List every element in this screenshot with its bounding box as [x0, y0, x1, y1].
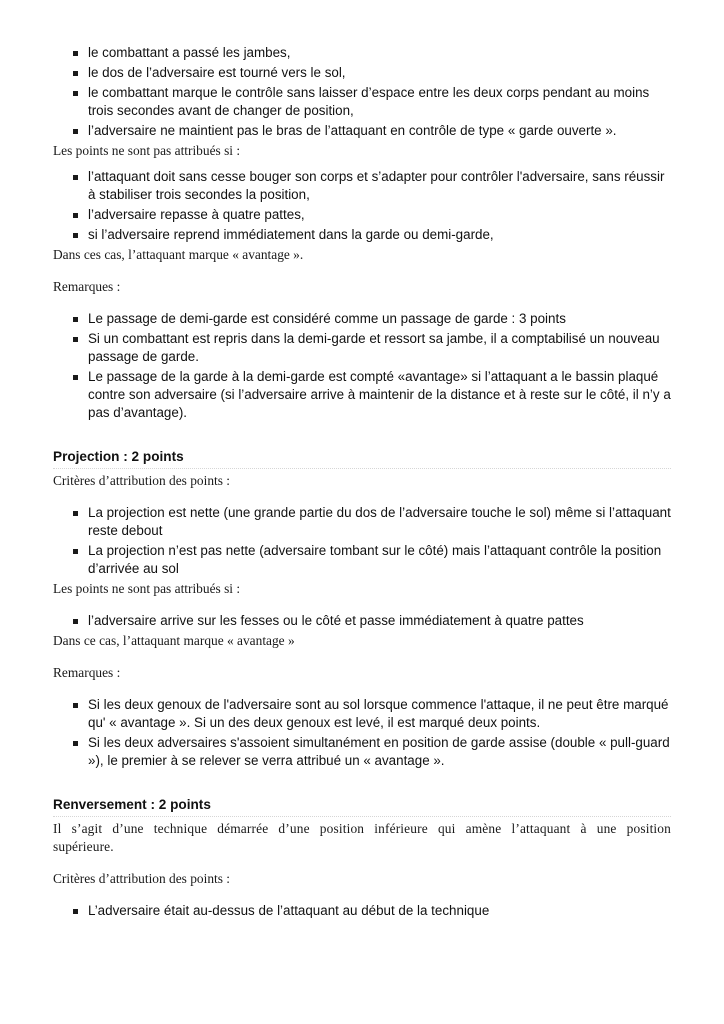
list-item: l’attaquant doit sans cesse bouger son corps et s’adapter pour contrôler l'adversaire, sans réussir à stabiliser trois secondes la position,	[88, 168, 671, 204]
list-item: Le passage de demi-garde est considéré comme un passage de garde : 3 points	[88, 310, 671, 328]
square-bullet-icon	[73, 741, 78, 746]
guard-pass-not-awarded-list	[53, 168, 671, 244]
square-bullet-icon	[73, 175, 78, 180]
document-page	[53, 44, 671, 922]
list-item: le dos de l’adversaire est tourné vers le sol,	[88, 64, 671, 82]
advantage-note: Dans ces cas, l’attaquant marque « avantage ».	[53, 247, 304, 262]
not-awarded-label: Les points ne sont pas attribués si :	[53, 581, 241, 596]
square-bullet-icon	[73, 511, 78, 516]
square-bullet-icon	[73, 619, 78, 624]
guard-pass-remarks-list	[53, 310, 671, 422]
renversement-criteria-list	[53, 902, 671, 920]
projection-remarks-list	[53, 696, 671, 770]
list-item: l’adversaire repasse à quatre pattes,	[88, 206, 671, 224]
not-awarded-label: Les points ne sont pas attribués si :	[53, 143, 241, 158]
remarks-label: Remarques :	[53, 279, 121, 294]
renversement-intro: Il s’agit d’une technique démarrée d’une position inférieure qui amène l’attaquant à une position supérieure.	[53, 821, 671, 854]
square-bullet-icon	[73, 337, 78, 342]
advantage-note: Dans ce cas, l’attaquant marque « avantage »	[53, 633, 295, 648]
list-item: si l’adversaire reprend immédiatement dans la garde ou demi-garde,	[88, 226, 671, 244]
list-item: l’adversaire arrive sur les fesses ou le côté et passe immédiatement à quatre pattes	[88, 612, 671, 630]
projection-not-awarded-list	[53, 612, 671, 630]
criteria-label: Critères d’attribution des points :	[53, 473, 231, 488]
list-item: le combattant marque le contrôle sans laisser d’espace entre les deux corps pendant au moins trois secondes avant de changer de position,	[88, 84, 671, 120]
list-item: La projection est nette (une grande partie du dos de l’adversaire touche le sol) même si l’attaquant reste debout	[88, 504, 671, 540]
square-bullet-icon	[73, 91, 78, 96]
square-bullet-icon	[73, 375, 78, 380]
projection-heading: Projection : 2 points	[53, 448, 671, 469]
list-item: Le passage de la garde à la demi-garde est compté «avantage» si l’attaquant a le bassin plaqué contre son adversaire (si l’adversaire arrive à maintenir de la distance et à reste sur le côté, il n’y a pas d’avantage).	[88, 368, 671, 422]
square-bullet-icon	[73, 909, 78, 914]
square-bullet-icon	[73, 129, 78, 134]
projection-criteria-list	[53, 504, 671, 578]
square-bullet-icon	[73, 233, 78, 238]
list-item: Si les deux genoux de l'adversaire sont au sol lorsque commence l'attaque, il ne peut être marqué qu' « avantage ». Si un des deux genoux est levé, il est marqué deux points.	[88, 696, 671, 732]
list-item: La projection n’est pas nette (adversaire tombant sur le côté) mais l’attaquant contrôle la position d’arrivée au sol	[88, 542, 671, 578]
square-bullet-icon	[73, 213, 78, 218]
guard-pass-criteria-list	[53, 44, 671, 140]
list-item: Si les deux adversaires s'assoient simultanément en position de garde assise (double « pull-guard »), le premier à se relever se verra attribué un « avantage ».	[88, 734, 671, 770]
list-item: L’adversaire était au-dessus de l’attaquant au début de la technique	[88, 902, 671, 920]
criteria-label: Critères d’attribution des points :	[53, 871, 231, 886]
square-bullet-icon	[73, 71, 78, 76]
remarks-label: Remarques :	[53, 665, 121, 680]
square-bullet-icon	[73, 317, 78, 322]
list-item: le combattant a passé les jambes,	[88, 44, 671, 62]
square-bullet-icon	[73, 549, 78, 554]
square-bullet-icon	[73, 703, 78, 708]
list-item: l’adversaire ne maintient pas le bras de l’attaquant en contrôle de type « garde ouverte ».	[88, 122, 671, 140]
square-bullet-icon	[73, 51, 78, 56]
renversement-heading: Renversement : 2 points	[53, 796, 671, 817]
list-item: Si un combattant est repris dans la demi-garde et ressort sa jambe, il a comptabilisé un nouveau passage de garde.	[88, 330, 671, 366]
